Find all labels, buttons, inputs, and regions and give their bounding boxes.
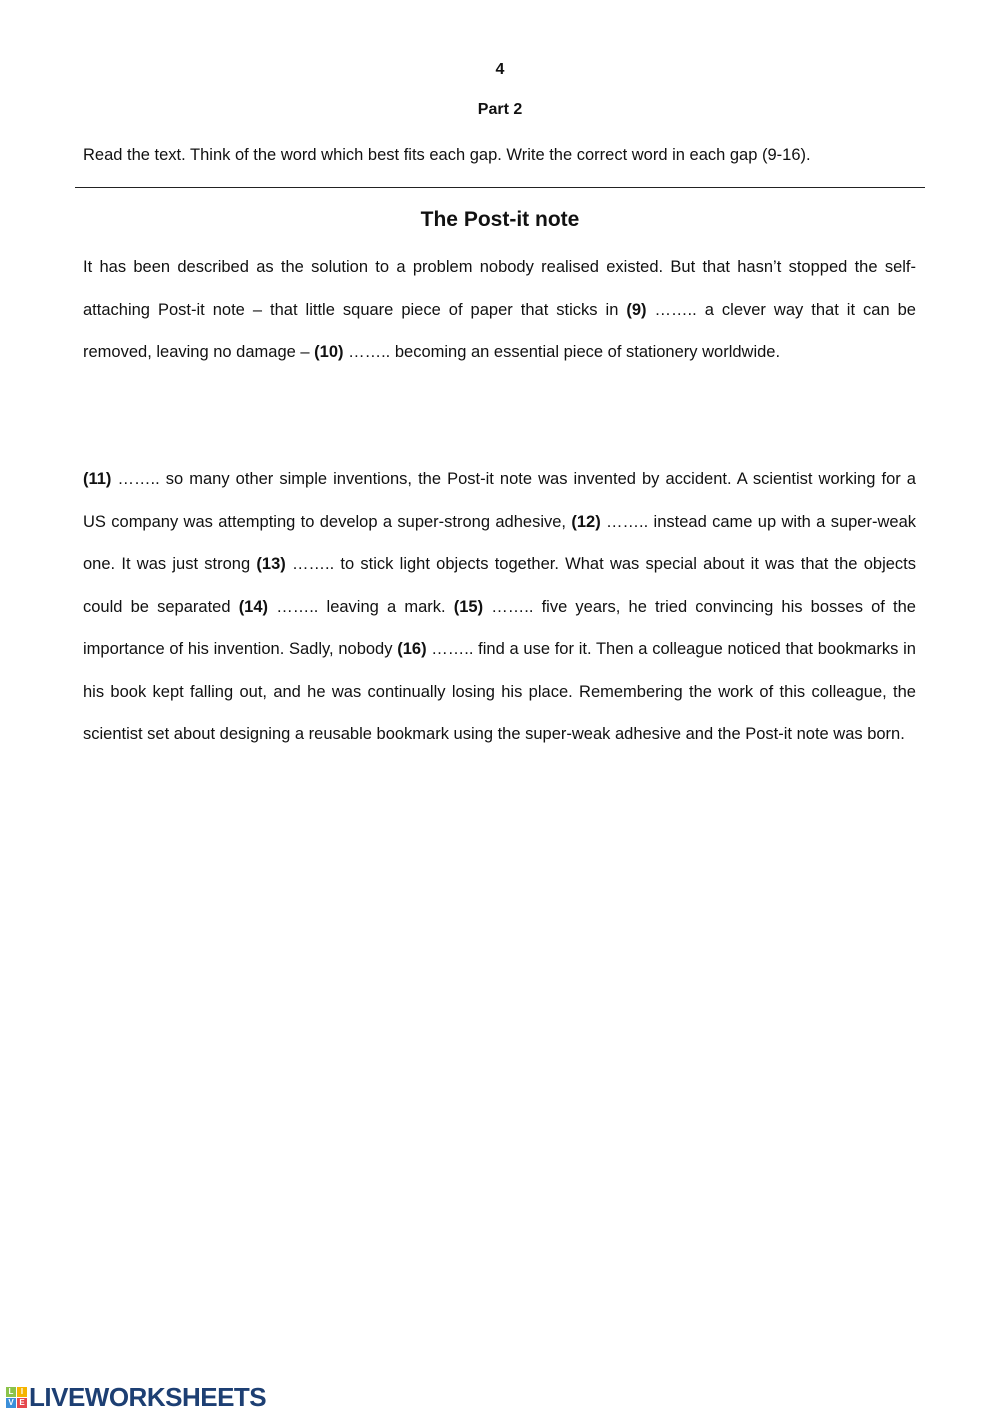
logo-tile: L (6, 1387, 16, 1397)
paragraph-2 (83, 458, 916, 756)
gap-number: (9) (626, 300, 647, 319)
instructions: Read the text. Think of the word which best fits each gap. Write the correct word in each gap (9-16). (83, 146, 811, 164)
gap-number: (13) (256, 555, 286, 573)
logo-text: LIVEWORKSHEETS (29, 1382, 267, 1412)
gap-number: (11) (83, 470, 112, 488)
part-heading: Part 2 (477, 101, 523, 118)
text-title: The Post-it note (420, 208, 580, 231)
text-segment: …….. so many other simple inventions, the Post-it note was invented by accident. A scientist working for a US company was attempting to develop a super-strong adhesive, (83, 470, 916, 531)
gap-number: (10) (314, 343, 344, 361)
logo-tile: I (17, 1387, 27, 1397)
text-segment: …….. becoming an essential piece of stationery worldwide. (343, 343, 781, 361)
text-segment: It has been described as the solution to a problem nobody realised existed. But that hasn’t stopped the self-attaching Post-it note – that little square piece of paper that sticks in (83, 258, 916, 319)
text-segment: …….. leaving a mark. (268, 597, 454, 616)
logo-tile: V (6, 1398, 16, 1408)
logo-tiles-icon (6, 1387, 27, 1408)
text-segment: …….. find a use for it. Then a colleague noticed that bookmarks in his book kept falling out, and he was continually losing his place. Remembering the work of this colleague, the scientist set about designing a reusable bookmark using the super-weak adhesive and the Post-it note was born. (83, 640, 916, 743)
divider (75, 187, 925, 188)
text-segment: …….. instead came up with a super-weak one. It was just strong (83, 512, 916, 573)
gap-number: (14) (238, 597, 269, 616)
text-segment: …….. five years, he tried convincing his bosses of the importance of his invention. Sadly, nobody (83, 597, 916, 658)
paragraph-1 (83, 246, 916, 374)
logo-tile: E (17, 1398, 27, 1408)
gap-number: (12) (571, 512, 601, 531)
text-segment: …….. a clever way that it can be removed, leaving no damage – (83, 300, 916, 361)
gap-number: (15) (453, 597, 484, 616)
gap-number: (16) (397, 640, 427, 658)
liveworksheets-logo (6, 1382, 266, 1413)
page-number: 4 (495, 61, 505, 78)
text-segment: …….. to stick light objects together. What was special about it was that the objects could be separated (83, 555, 916, 616)
